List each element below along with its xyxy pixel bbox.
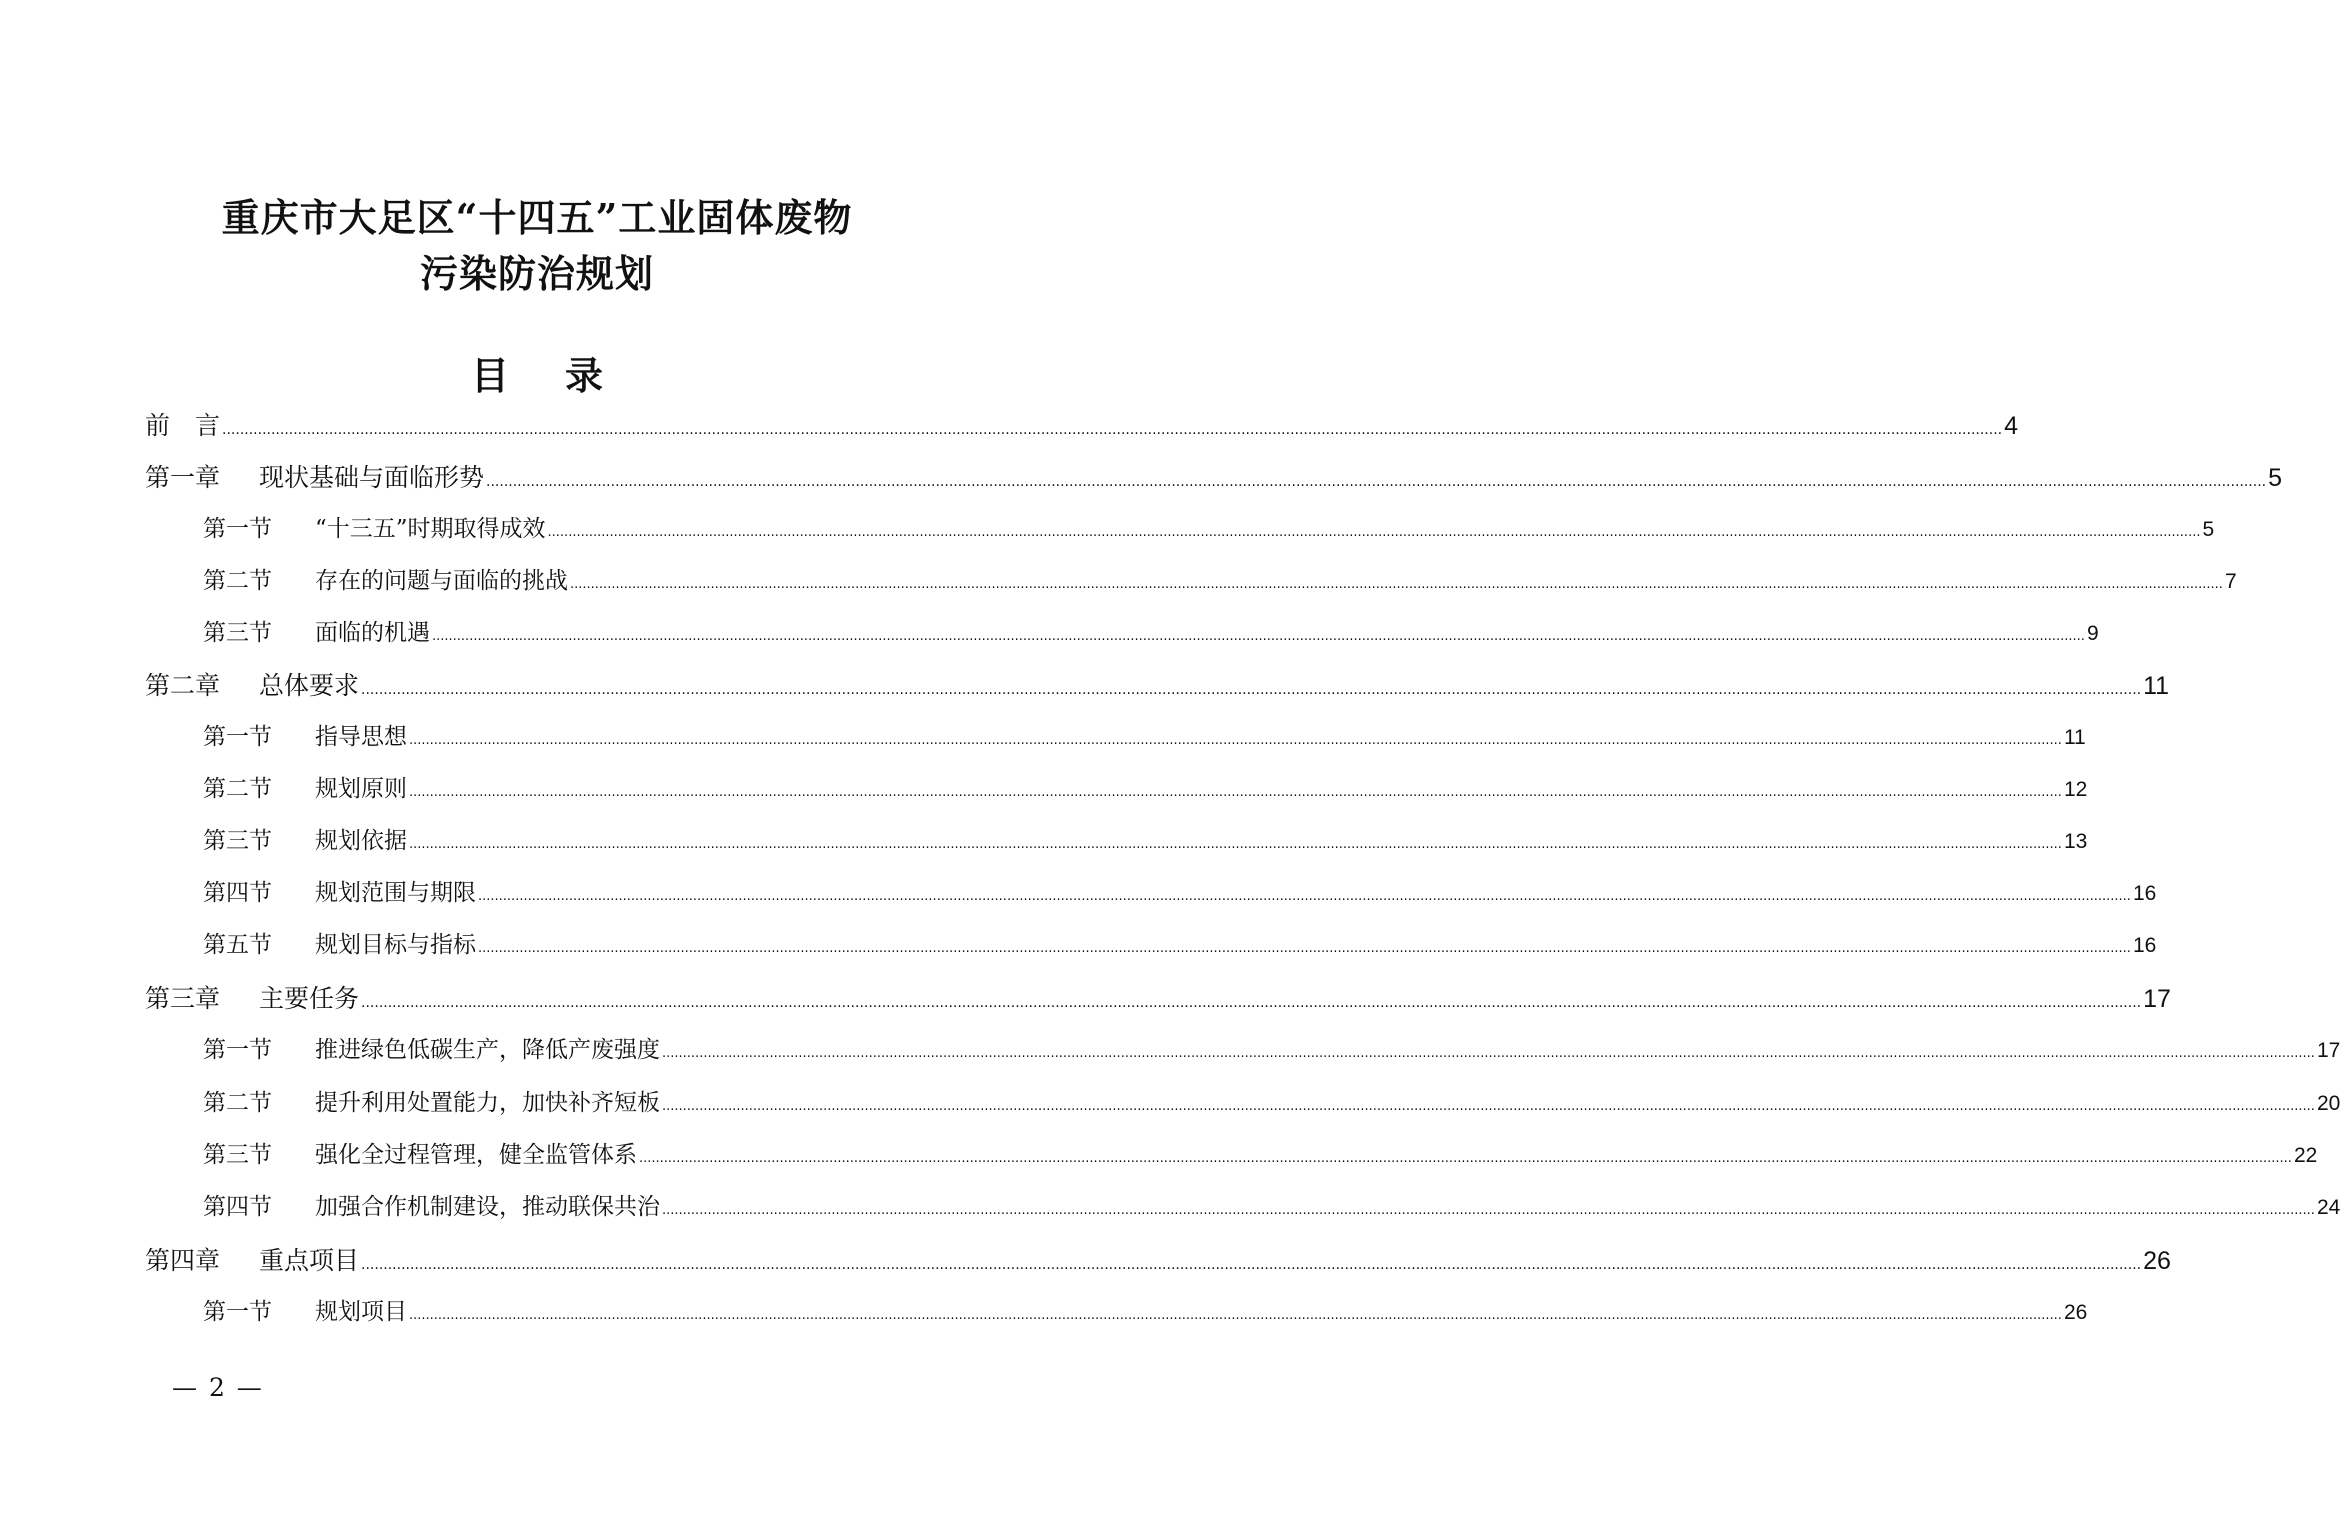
toc-entry[interactable] xyxy=(203,1295,2088,1329)
toc-entry-title xyxy=(203,1295,407,1329)
toc-dot-leader: ................................................................................................................................................................................................................................................................................................................................................................................................................ xyxy=(409,733,2062,748)
toc-entry-label: 面临的机遇 xyxy=(315,620,430,646)
toc-entry-number: 第四节 xyxy=(203,1194,272,1220)
toc-entry-title xyxy=(145,981,359,1017)
toc-entry-title xyxy=(203,1033,660,1067)
toc-entry-title xyxy=(203,512,546,546)
toc-entry-page: 11 xyxy=(2143,672,2170,700)
toc-heading-right: 录 xyxy=(565,353,604,398)
toc-entry[interactable] xyxy=(203,1033,2340,1067)
toc-dot-leader: ................................................................................................................................................................................................................................................................................................................................................................................................................ xyxy=(409,837,2062,852)
toc-entry[interactable] xyxy=(203,1086,2340,1120)
toc-dot-leader: ................................................................................................................................................................................................................................................................................................................................................................................................................ xyxy=(361,682,2142,698)
toc-entry-label: 规划项目 xyxy=(315,1299,407,1325)
toc-entry-title xyxy=(145,668,359,704)
toc-entry-title xyxy=(203,720,407,754)
toc-entry-page: 13 xyxy=(2063,830,2088,853)
toc-entry[interactable] xyxy=(145,981,2171,1017)
toc-heading xyxy=(0,352,1074,400)
document-title-line-2: 污染防治规划 xyxy=(419,251,654,296)
toc-dot-leader: ................................................................................................................................................................................................................................................................................................................................................................................................................ xyxy=(409,785,2062,800)
toc-entry-label: 强化全过程管理，健全监管体系 xyxy=(315,1142,637,1168)
toc-entry-number: 第二章 xyxy=(145,671,221,700)
toc-entry-title xyxy=(203,1190,660,1224)
toc-entry-title xyxy=(203,876,476,910)
toc-entry-title xyxy=(203,772,407,806)
toc-entry-number: 第二节 xyxy=(203,776,272,802)
toc-entry-title xyxy=(203,824,407,858)
toc-entry-title xyxy=(203,564,568,598)
toc-entry-number: 第一章 xyxy=(145,463,221,492)
page-number-footer: — 2 — xyxy=(172,1373,264,1402)
toc-dot-leader: ................................................................................................................................................................................................................................................................................................................................................................................................................ xyxy=(478,889,2131,904)
toc-entry-number: 第一节 xyxy=(203,1299,272,1325)
toc-heading-left: 目 xyxy=(470,353,509,398)
toc-dot-leader: ................................................................................................................................................................................................................................................................................................................................................................................................................ xyxy=(639,1151,2292,1166)
toc-entry-page: 7 xyxy=(2224,570,2237,593)
document-title-line-1: 重庆市大足区“十四五”工业固体废物 xyxy=(221,195,853,240)
toc-entry-title xyxy=(203,1086,660,1120)
toc-entry-title xyxy=(203,1138,637,1172)
toc-dot-leader: ................................................................................................................................................................................................................................................................................................................................................................................................................ xyxy=(570,577,2223,592)
toc-entry-page: 11 xyxy=(2063,726,2086,749)
toc-dot-leader: ................................................................................................................................................................................................................................................................................................................................................................................................................ xyxy=(432,629,2085,644)
toc-entry-page: 22 xyxy=(2293,1144,2318,1167)
toc-entry-page: 24 xyxy=(2316,1196,2340,1219)
toc-dot-leader: ................................................................................................................................................................................................................................................................................................................................................................................................................ xyxy=(222,422,2003,438)
toc-entry-page: 5 xyxy=(2202,518,2215,541)
toc-entry-number: 第二节 xyxy=(203,568,272,594)
toc-entry[interactable] xyxy=(145,408,2018,444)
toc-entry-label: 指导思想 xyxy=(315,724,407,750)
toc-entry-label: 规划原则 xyxy=(315,776,407,802)
toc-entry[interactable] xyxy=(203,720,2086,754)
toc-entry[interactable] xyxy=(203,564,2237,598)
toc-entry-number: 第一节 xyxy=(203,724,272,750)
toc-entry[interactable] xyxy=(145,460,2282,496)
toc-dot-leader: ................................................................................................................................................................................................................................................................................................................................................................................................................ xyxy=(662,1046,2315,1061)
toc-entry-label: 规划范围与期限 xyxy=(315,880,476,906)
toc-entry-number: 第三章 xyxy=(145,984,221,1013)
toc-entry[interactable] xyxy=(203,512,2215,546)
toc-entry-number: 第五节 xyxy=(203,932,272,958)
toc-entry-number: 第四章 xyxy=(145,1246,221,1275)
toc-entry-title xyxy=(145,1243,359,1279)
toc-entry-page: 4 xyxy=(2004,412,2018,440)
toc-dot-leader: ................................................................................................................................................................................................................................................................................................................................................................................................................ xyxy=(478,941,2131,956)
toc-entry-label: “十三五”时期取得成效 xyxy=(315,516,546,542)
toc-entry-page: 17 xyxy=(2143,985,2171,1013)
toc-entry-number: 第三节 xyxy=(203,828,272,854)
toc-entry-label: 存在的问题与面临的挑战 xyxy=(315,568,568,594)
toc-entry-page: 26 xyxy=(2143,1247,2171,1275)
toc-entry-label: 总体要求 xyxy=(259,671,360,700)
toc-entry-title xyxy=(145,408,220,444)
toc-entry-label: 现状基础与面临形势 xyxy=(259,463,485,492)
toc-entry-page: 20 xyxy=(2316,1092,2340,1115)
toc-dot-leader: ................................................................................................................................................................................................................................................................................................................................................................................................................ xyxy=(662,1203,2315,1218)
toc-entry-title xyxy=(203,928,476,962)
toc-entry-page: 9 xyxy=(2086,622,2099,645)
toc-dot-leader: ................................................................................................................................................................................................................................................................................................................................................................................................................ xyxy=(361,995,2142,1011)
toc-entry[interactable] xyxy=(145,668,2170,704)
toc-entry-page: 16 xyxy=(2132,882,2157,905)
toc-entry-label: 规划目标与指标 xyxy=(315,932,476,958)
toc-entry-number: 前 言 xyxy=(145,411,221,440)
toc-entry-label: 加强合作机制建设，推动联保共治 xyxy=(315,1194,660,1220)
toc-dot-leader: ................................................................................................................................................................................................................................................................................................................................................................................................................ xyxy=(409,1308,2062,1323)
toc-dot-leader: ................................................................................................................................................................................................................................................................................................................................................................................................................ xyxy=(361,1257,2142,1273)
toc-entry[interactable] xyxy=(203,772,2088,806)
toc-entry[interactable] xyxy=(203,928,2157,962)
toc-entry[interactable] xyxy=(203,1190,2340,1224)
toc-dot-leader: ................................................................................................................................................................................................................................................................................................................................................................................................................ xyxy=(662,1099,2315,1114)
toc-entry-page: 26 xyxy=(2063,1301,2088,1324)
toc-entry[interactable] xyxy=(203,1138,2318,1172)
toc-entry[interactable] xyxy=(145,1243,2171,1279)
toc-entry-page: 16 xyxy=(2132,934,2157,957)
toc-entry-label: 提升利用处置能力，加快补齐短板 xyxy=(315,1090,660,1116)
toc-entry[interactable] xyxy=(203,824,2088,858)
toc-entry[interactable] xyxy=(203,616,2099,650)
toc-entry-number: 第二节 xyxy=(203,1090,272,1116)
toc-entry-number: 第一节 xyxy=(203,1037,272,1063)
toc-entry-label: 推进绿色低碳生产，降低产废强度 xyxy=(315,1037,660,1063)
toc-entry-label: 规划依据 xyxy=(315,828,407,854)
toc-entry-label: 主要任务 xyxy=(259,984,360,1013)
toc-entry-page: 17 xyxy=(2316,1039,2340,1062)
toc-entry-title xyxy=(145,460,484,496)
toc-entry-number: 第三节 xyxy=(203,1142,272,1168)
toc-dot-leader: ................................................................................................................................................................................................................................................................................................................................................................................................................ xyxy=(486,474,2267,490)
toc-entry-page: 12 xyxy=(2063,778,2088,801)
toc-entry-title xyxy=(203,616,430,650)
toc-entry[interactable] xyxy=(203,876,2157,910)
toc-entry-number: 第四节 xyxy=(203,880,272,906)
toc-entry-number: 第一节 xyxy=(203,516,272,542)
toc-entry-page: 5 xyxy=(2268,464,2282,492)
toc-dot-leader: ................................................................................................................................................................................................................................................................................................................................................................................................................ xyxy=(547,525,2201,540)
toc-entry-number: 第三节 xyxy=(203,620,272,646)
toc-entry-label: 重点项目 xyxy=(259,1246,360,1275)
